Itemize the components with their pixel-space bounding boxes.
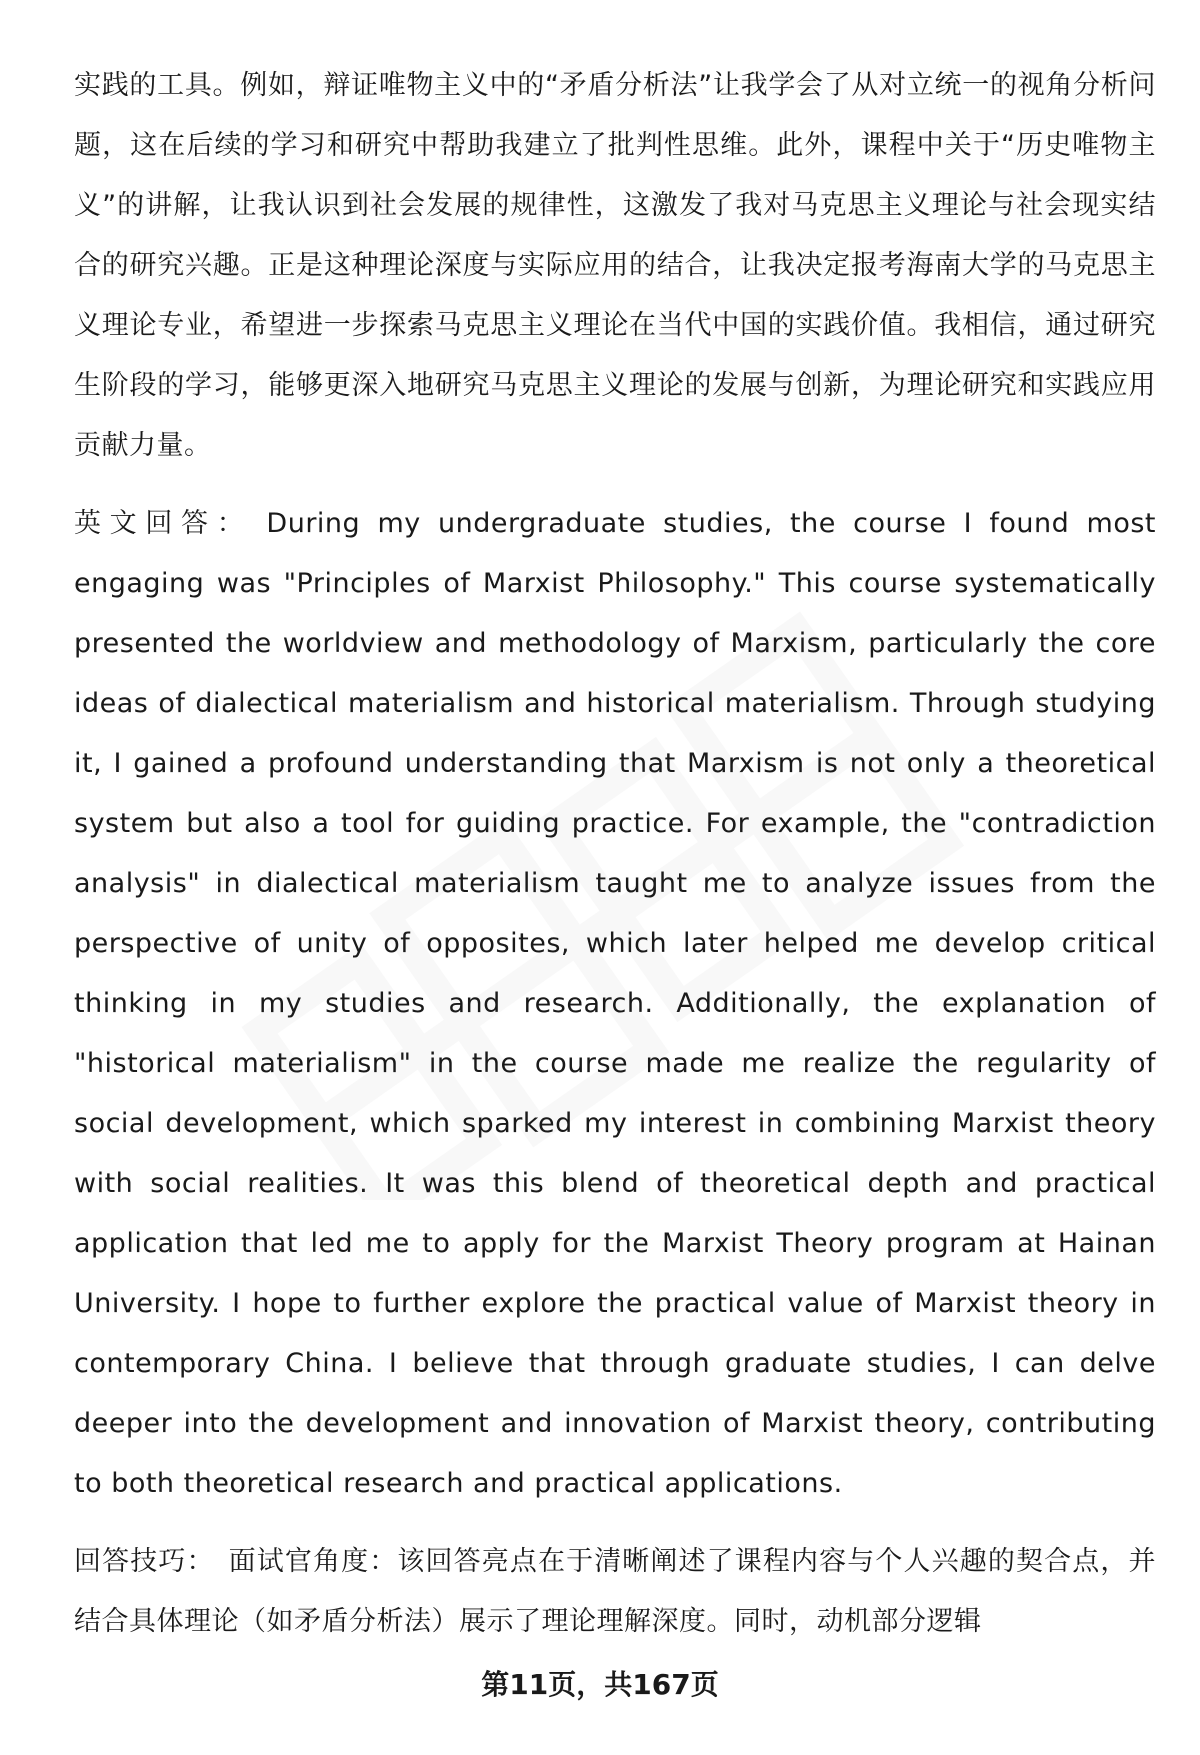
english-answer-paragraph [74, 494, 1156, 1514]
answer-tips-paragraph [74, 1532, 1156, 1652]
chinese-answer-text: 实践的工具。例如，辩证唯物主义中的“矛盾分析法”让我学会了从对立统一的视角分析问题，这在后续的学习和研究中帮助我建立了批判性思维。此外，课程中关于“历史唯物主义”的讲解，让我认识到社会发展的规律性，这激发了我对马克思主义理论与社会现实结合的研究兴趣。正是这种理论深度与实际应用的结合，让我决定报考海南大学的马克思主义理论专业，希望进一步探索马克思主义理论在当代中国的实践价值。我相信，通过研究生阶段的学习，能够更深入地研究马克思主义理论的发展与创新，为理论研究和实践应用贡献力量。 [74, 70, 1156, 461]
english-answer-label: 英文回答： [74, 508, 253, 539]
page-number-footer: 第11页，共167页 [481, 1668, 719, 1701]
answer-tips-label: 回答技巧： [74, 1546, 215, 1577]
chinese-answer-paragraph [74, 56, 1156, 476]
answer-tips-text: 面试官角度：该回答亮点在于清晰阐述了课程内容与个人兴趣的契合点，并结合具体理论（如矛盾分析法）展示了理论理解深度。同时，动机部分逻辑 [74, 1546, 1156, 1637]
document-body [74, 56, 1156, 1670]
english-answer-text: During my undergraduate studies, the course I found most engaging was "Principles of Marxist Philosophy." This course systematically presented the worldview and methodology of Marxism, particularly the core ideas of dialectical materialism and historical materialism. Through studying it, I gained a profound understanding that Marxism is not only a theoretical system but also a tool for guiding practice. For example, the "contradiction analysis" in dialectical materialism taught me to analyze issues from the perspective of unity of opposites, which later helped me develop critical thinking in my studies and research. Additionally, the explanation of "historical materialism" in the course made me realize the regularity of social development, which sparked my interest in combining Marxist theory with social realities. It was this blend of theoretical depth and practical application that led me to apply for the Marxist Theory program at Hainan University. I hope to further explore the practical value of Marxist theory in contemporary China. I believe that through graduate studies, I can delve deeper into the development and innovation of Marxist theory, contributing to both theoretical research and practical applications. [74, 508, 1157, 1499]
